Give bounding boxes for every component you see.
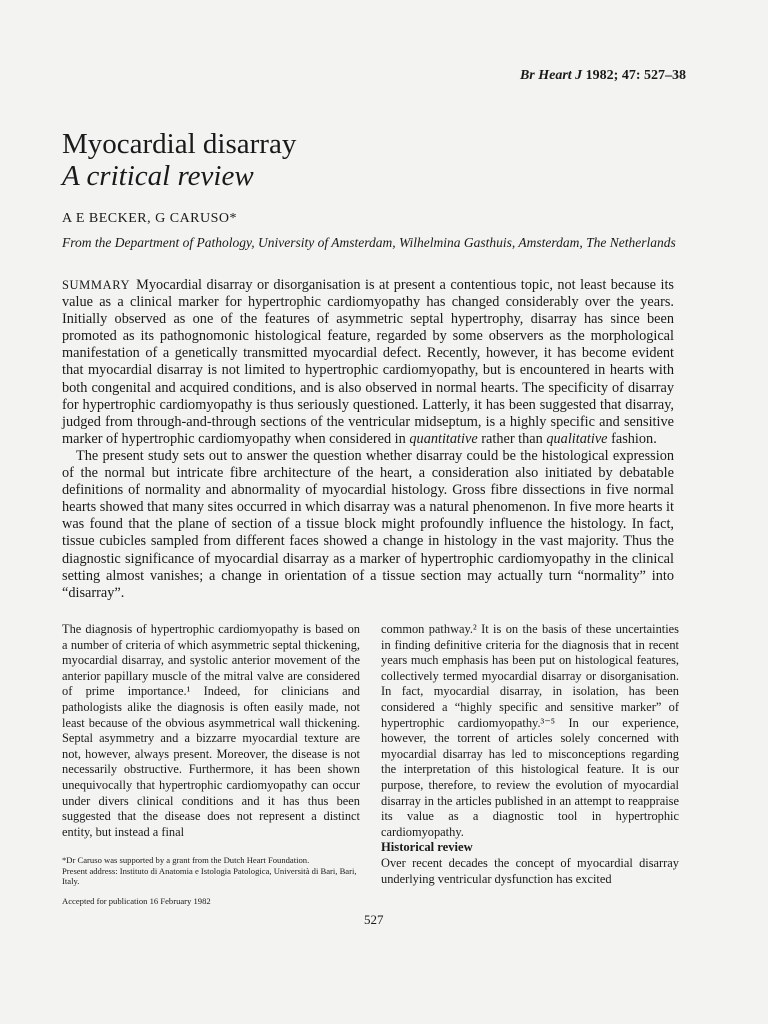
summary-label: SUMMARY [62, 278, 131, 292]
title-block [62, 128, 296, 192]
author-list: A E BECKER, G CARUSO* [62, 211, 238, 226]
footnote-support: *Dr Caruso was supported by a grant from the Dutch Heart Foundation. [62, 855, 310, 865]
page-number: 527 [364, 912, 384, 927]
summary-emphasis-quantitative: quantitative [409, 430, 478, 447]
article-subtitle: A critical review [62, 160, 254, 192]
author-affiliation: From the Department of Pathology, University of Amsterdam, Wilhelmina Gasthuis, Amsterdam, The Netherlands [62, 235, 676, 250]
journal-volume-pages: 1982; 47: 527–38 [585, 68, 686, 83]
footnote-address: Present address: Instituto di Anatomia e Istologia Patologica, Università di Bari, Bari, Italy. [62, 865, 357, 887]
summary-paragraph-2: The present study sets out to answer the question whether disarray could be the histological expression of the normal but intricate fibre architecture of the heart, a consideration also initiated by debatable definitions of normality and abnormality of myocardial histology. Gross fibre dissections in five normal hearts showed that many sites occurred in which disarray was a natural phenomenon. In five more hearts it was found that the plane of section of a tissue block might profoundly influence the histology. In fact, tissue cubicles sampled from different faces showed a change in histology in the vast majority. Thus the diagnostic significance of myocardial disarray as a marker of hypertrophic cardiomyopathy in the clinical setting almost vanishes; a change in orientation of a tissue section may actually turn “normality” into “disarray”. [62, 447, 674, 601]
article-title: Myocardial disarray [62, 128, 297, 160]
intro-paragraph: The diagnosis of hypertrophic cardiomyopathy is based on a number of criteria of which asymmetric septal thickening, myocardial disarray, and systolic anterior movement of the anterior papillary muscle of the mitral valve are considered of prime importance.¹ Indeed, for clinicians and pathologists alike the diagnosis is often easily made, not least because of the obvious asymmetrical wall thickening. Septal asymmetry and a bizzarre myocardial texture are not, however, always present. Moreover, the disease is not necessarily obstructive. Furthermore, it has been shown unequivocally that hypertrophic cardiomyopathy can occur under divers clinical conditions and it has thus been suggested that the disease does not represent a distinct entity, but instead a final [62, 622, 360, 839]
historical-review-paragraph: Over recent decades the concept of myocardial disarray underlying ventricular dysfunction has excited [381, 855, 679, 886]
summary-emphasis-qualitative: qualitative [546, 430, 608, 447]
accepted-date: Accepted for publication 16 February 1982 [62, 896, 211, 906]
summary-text-b: rather than [481, 430, 543, 447]
section-heading-historical-review: Historical review [381, 840, 473, 855]
footnotes [62, 855, 362, 887]
journal-citation [520, 68, 686, 84]
summary-text-c: fashion. [611, 430, 657, 447]
intro-paragraph-continued: common pathway.² It is on the basis of these uncertainties in finding definitive criteria for the diagnosis that in recent years much emphasis has been put on histological features, collectively termed myocardial disarray or disorganisation. In fact, myocardial disarray, in isolation, has been considered a “highly specific and sensitive marker” of hypertrophic cardiomyopathy.³⁻⁵ In our experience, however, the torrent of articles solely concerned with myocardial disarray has led to misconceptions regarding the interpretation of this histological feature. It is our purpose, therefore, to review the evolution of myocardial disarray in the articles published in an attempt to reappraise its value as a diagnostic tool in hypertrophic cardiomyopathy. [381, 622, 679, 839]
body-column-left [62, 622, 360, 840]
summary-paragraph-1 [62, 277, 674, 448]
journal-name: Br Heart J [519, 68, 583, 83]
summary-text-a: Myocardial disarray or disorganisation is at present a contentious topic, not least because its value as a clinical marker for hypertrophic cardiomyopathy has changed considerably over the years. Initially observed as one of the features of asymmetric septal hypertrophy, disarray has since been promoted as its pathognomonic histological feature, regarded by some observers as the morphological manifestation of a genetically transmitted myocardial defect. Recently, however, it has become evident that myocardial disarray is not limited to hypertrophic cardiomyopathy, but is encountered in hearts with both congenital and acquired conditions, and is also observed in normal hearts. The specificity of disarray for hypertrophic cardiomyopathy is thus seriously questioned. Latterly, it has been suggested that disarray, judged from through-and-through sections of the ventricular midseptum, is a highly specific and sensitive marker of hypertrophic cardiomyopathy when considered in [62, 277, 674, 447]
body-column-right [381, 622, 679, 887]
summary-abstract [62, 277, 674, 602]
